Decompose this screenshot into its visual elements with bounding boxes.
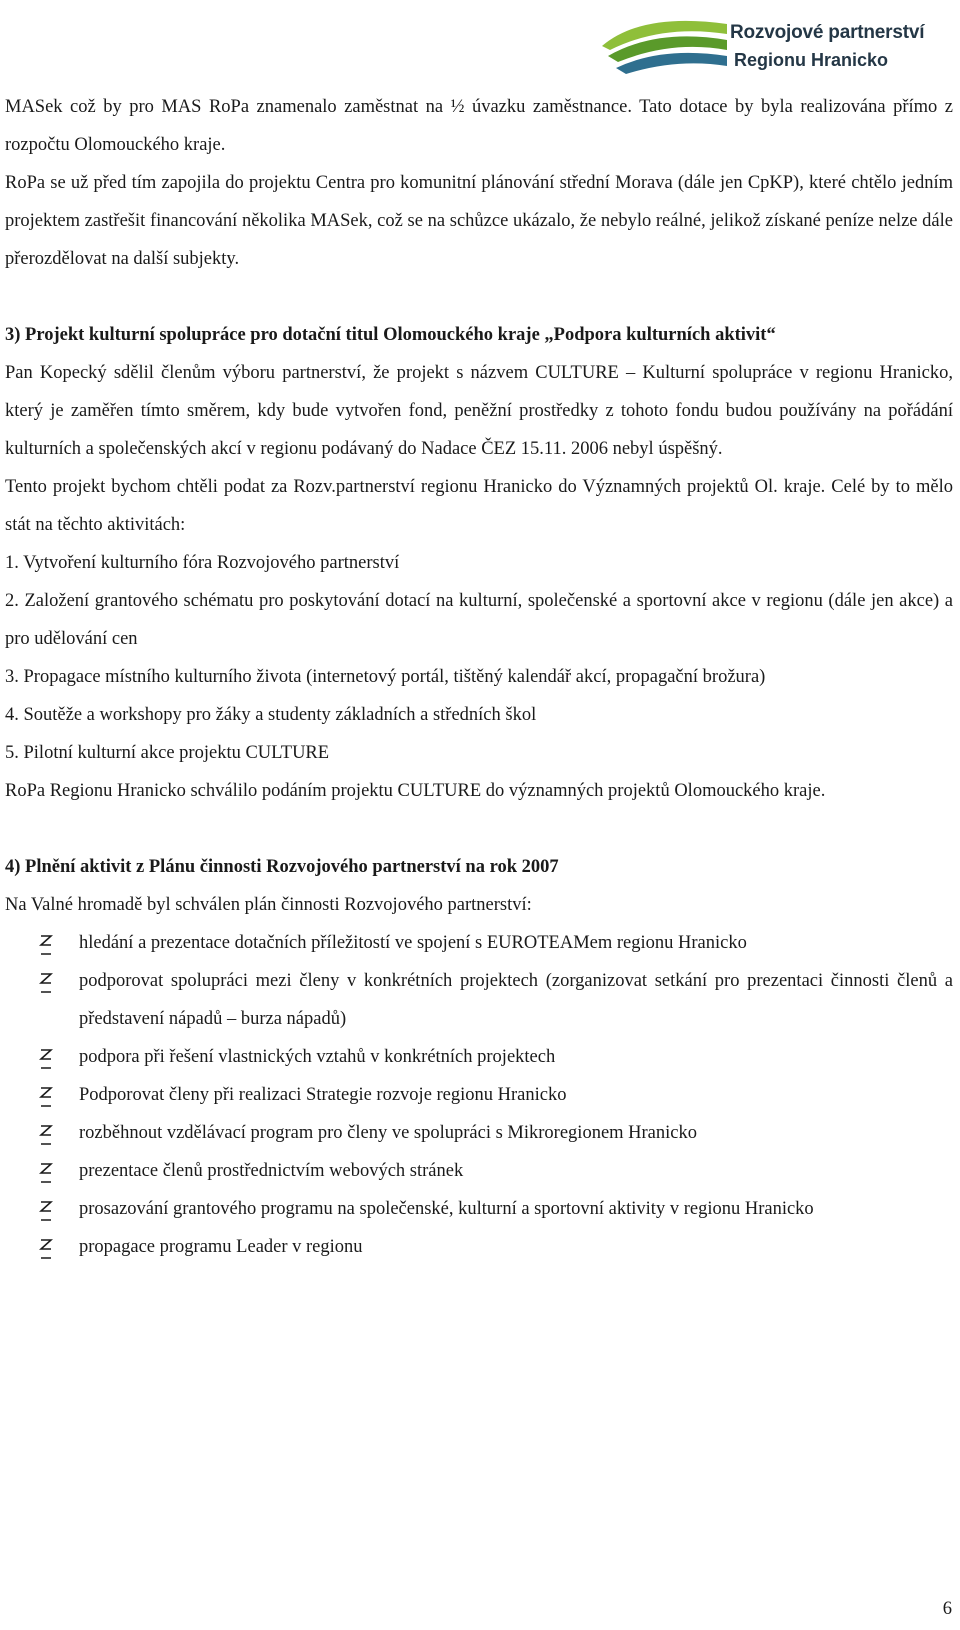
section-4-heading: 4) Plnění aktivit z Plánu činnosti Rozvojového partnerství na rok 2007 — [5, 857, 559, 877]
section-3-paragraph: Pan Kopecký sdělil členům výboru partnerství, že projekt s názvem CULTURE – Kulturní spolupráce v regionu Hranicko, který je zaměřen tímto směrem, kdy bude vytvořen fond, peněžní prostředky z tohoto fondu budou používány na pořádání kulturních a společenských akcí v regionu podávaný do Nadace ČEZ 15.11. 2006 nebyl úspěšný. — [5, 363, 953, 459]
document-body — [5, 88, 953, 1266]
activity-item: 3. Propagace místního kulturního života (internetový portál, tištěný kalendář akcí, propagační brožura) — [5, 667, 766, 687]
bullet-icon — [39, 1125, 53, 1145]
paragraph-masek: MASek což by pro MAS RoPa znamenalo zaměstnat na ½ úvazku zaměstnance. Tato dotace by byla realizována přímo z rozpočtu Olomouckého kraje. — [5, 97, 953, 155]
list-item-text: podpora při řešení vlastnických vztahů v konkrétních projektech — [79, 1047, 556, 1067]
activity-item: 5. Pilotní kulturní akce projektu CULTURE — [5, 743, 330, 763]
bullet-icon — [39, 1049, 53, 1069]
list-item-text: podporovat spolupráci mezi členy v konkrétních projektech (zorganizovat setkání pro prezentaci činnosti členů a představení nápadů – burza nápadů) — [79, 971, 953, 1029]
logo-line-2: Regionu Hranicko — [734, 50, 889, 70]
list-item — [5, 1228, 953, 1266]
list-item — [5, 1190, 953, 1228]
section-3-heading: 3) Projekt kulturní spolupráce pro dotační titul Olomouckého kraje „Podpora kulturních aktivit“ — [5, 325, 776, 345]
list-item-text: propagace programu Leader v regionu — [79, 1237, 363, 1257]
spacer — [5, 278, 953, 316]
section-3-closing: RoPa Regionu Hranicko schválilo podáním projektu CULTURE do významných projektů Olomouckého kraje. — [5, 781, 826, 801]
activity-item: 2. Založení grantového schématu pro poskytování dotací na kulturní, společenské a sportovní akce v regionu (dále jen akce) a pro udělování cen — [5, 591, 953, 649]
list-item — [5, 924, 953, 962]
plan-list — [5, 924, 953, 1266]
bullet-icon — [39, 1239, 53, 1259]
logo-line-1: Rozvojové partnerství — [730, 22, 925, 43]
section-4-intro: Na Valné hromadě byl schválen plán činnosti Rozvojového partnerství: — [5, 895, 532, 915]
page-number: 6 — [942, 1599, 952, 1619]
bullet-icon — [39, 1087, 53, 1107]
bullet-icon — [39, 1163, 53, 1183]
bullet-icon — [39, 973, 53, 993]
section-3-paragraph-2: Tento projekt bychom chtěli podat za Rozv.partnerství regionu Hranicko do Významných projektů Ol. kraje. Celé by to mělo stát na těchto aktivitách: — [5, 477, 953, 535]
list-item — [5, 1038, 953, 1076]
list-item-text: prezentace členů prostřednictvím webových stránek — [79, 1161, 464, 1181]
activity-item: 1. Vytvoření kulturního fóra Rozvojového partnerství — [5, 553, 400, 573]
list-item-text: prosazování grantového programu na společenské, kulturní a sportovní aktivity v regionu Hranicko — [79, 1199, 814, 1219]
list-item-text: rozběhnout vzdělávací program pro členy ve spolupráci s Mikroregionem Hranicko — [79, 1123, 697, 1143]
paragraph-cpkp — [5, 164, 953, 278]
list-item — [5, 962, 953, 1038]
list-item-text: hledání a prezentace dotačních příležitostí ve spojení s EUROTEAMem regionu Hranicko — [79, 933, 747, 953]
list-item — [5, 1114, 953, 1152]
list-item-text: Podporovat členy při realizaci Strategie rozvoje regionu Hranicko — [79, 1085, 567, 1105]
spacer — [5, 810, 953, 848]
bullet-icon — [39, 935, 53, 955]
logo — [602, 6, 932, 78]
activity-item: 4. Soutěže a workshopy pro žáky a studenty základních a středních škol — [5, 705, 537, 725]
list-item — [5, 1076, 953, 1114]
list-item — [5, 1152, 953, 1190]
logo-hills-icon — [602, 6, 727, 78]
bullet-icon — [39, 1201, 53, 1221]
paragraph-cpkp-text: RoPa se už před tím zapojila do projektu Centra pro komunitní plánování střední Morava (dále jen CpKP), které chtělo jedním projektem zastřešit financování několika MASek, což se na schůzce ukázalo, že nebylo reálné, jelikož získané peníze nelze dále přerozdělovat na další subjekty. — [5, 173, 953, 269]
